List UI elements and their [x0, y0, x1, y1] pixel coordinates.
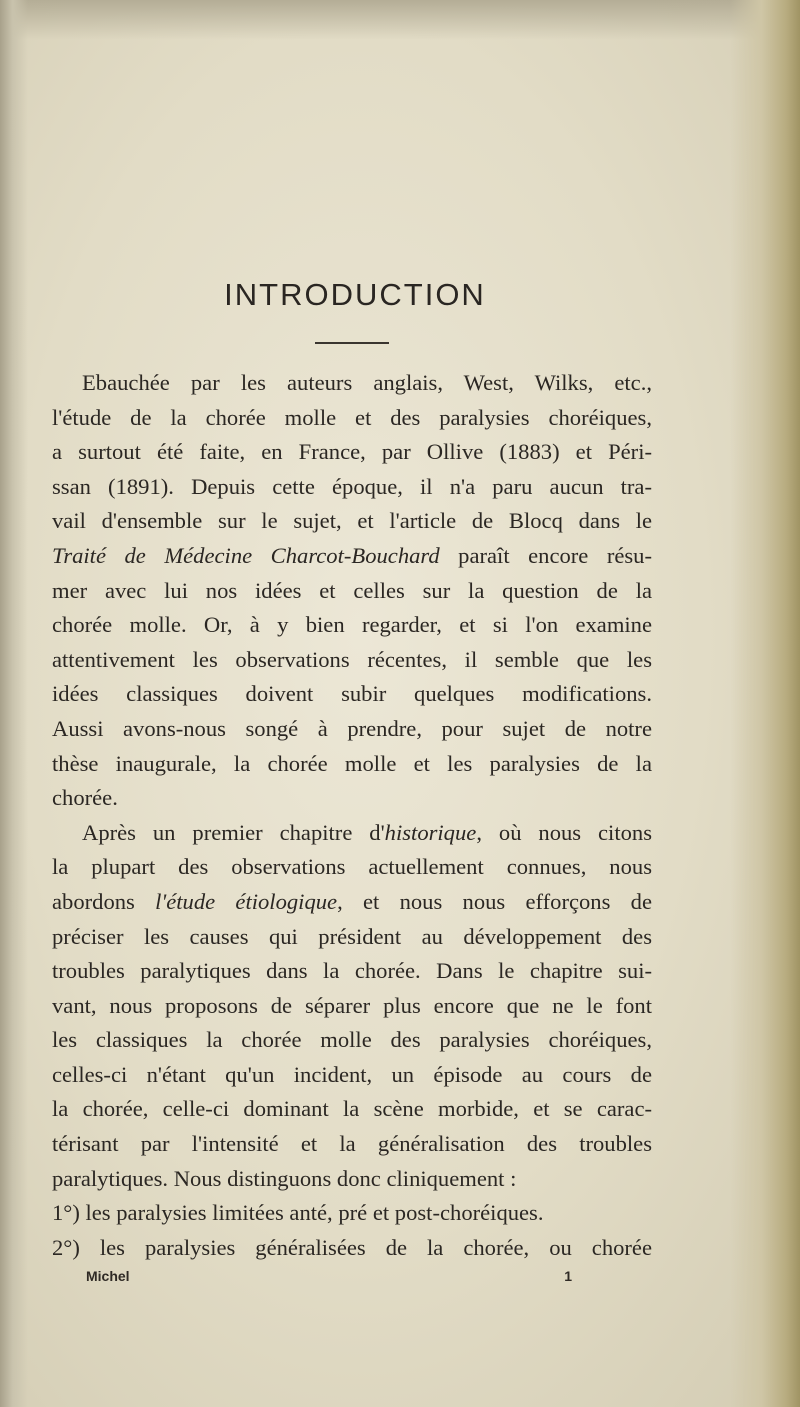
text-line: les classiques la chorée molle des paralysies choréiques,	[52, 1027, 652, 1053]
text-line	[52, 816, 652, 851]
text-line: troubles paralytiques dans la chorée. Dans le chapitre sui-	[52, 958, 652, 984]
list-item: 1°) les paralysies limitées anté, pré et post-choréiques.	[52, 1200, 544, 1226]
text-line: mer avec lui nos idées et celles sur la question de la	[52, 577, 652, 603]
text-fragment: paraît encore résu-	[439, 542, 653, 568]
text-line	[52, 539, 652, 574]
page-number: 1	[564, 1268, 572, 1284]
text-line: Aussi avons-nous songé à prendre, pour sujet de notre	[52, 715, 652, 741]
text-line: a surtout été faite, en France, par Ollive (1883) et Péri-	[52, 439, 652, 465]
chapter-title: INTRODUCTION	[224, 277, 486, 312]
text-line: vant, nous proposons de séparer plus encore que ne le font	[52, 992, 652, 1018]
text-line: vail d'ensemble sur le sujet, et l'article de Blocq dans le	[52, 508, 652, 534]
italic-term: historique	[384, 819, 477, 845]
text-line: chorée molle. Or, à y bien regarder, et si l'on examine	[52, 612, 652, 638]
list-item: 2°) les paralysies généralisées de la chorée, ou chorée	[52, 1234, 652, 1260]
text-fragment: , et nous nous efforçons de	[337, 888, 652, 914]
title-divider	[315, 342, 389, 344]
text-line	[52, 885, 652, 920]
page-top-shadow	[0, 0, 800, 40]
text-line: l'étude de la chorée molle et des paralysies choréiques,	[52, 404, 652, 430]
text-line: attentivement les observations récentes, il semble que les	[52, 646, 652, 672]
text-line: ssan (1891). Depuis cette époque, il n'a paru aucun tra-	[52, 473, 652, 499]
italic-term: l'étude étiologique	[155, 888, 338, 914]
text-fragment: Après un premier chapitre d'	[82, 819, 385, 845]
text-fragment: abordons	[52, 888, 156, 914]
page-edge-discoloration	[730, 0, 800, 1407]
text-line: térisant par l'intensité et la généralisation des troubles	[52, 1131, 652, 1157]
footer-author: Michel	[86, 1268, 130, 1284]
text-line: celles-ci n'étant qu'un incident, un épisode au cours de	[52, 1061, 652, 1087]
text-line: paralytiques. Nous distinguons donc cliniquement :	[52, 1165, 517, 1191]
italic-book-title: Traité de Médecine Charcot-Bouchard	[52, 542, 440, 568]
page-binding-shadow	[0, 0, 28, 1407]
text-line: Ebauchée par les auteurs anglais, West, Wilks, etc.,	[82, 370, 652, 395]
body-text	[52, 366, 652, 1265]
text-line: chorée.	[52, 785, 118, 811]
text-line: thèse inaugurale, la chorée molle et les paralysies de la	[52, 750, 652, 776]
text-line: la chorée, celle-ci dominant la scène morbide, et se carac-	[52, 1096, 652, 1122]
text-line: idées classiques doivent subir quelques modifications.	[52, 681, 652, 707]
text-line: la plupart des observations actuellement connues, nous	[52, 854, 652, 880]
text-line: préciser les causes qui président au développement des	[52, 923, 652, 949]
text-fragment: , où nous citons	[476, 819, 653, 845]
